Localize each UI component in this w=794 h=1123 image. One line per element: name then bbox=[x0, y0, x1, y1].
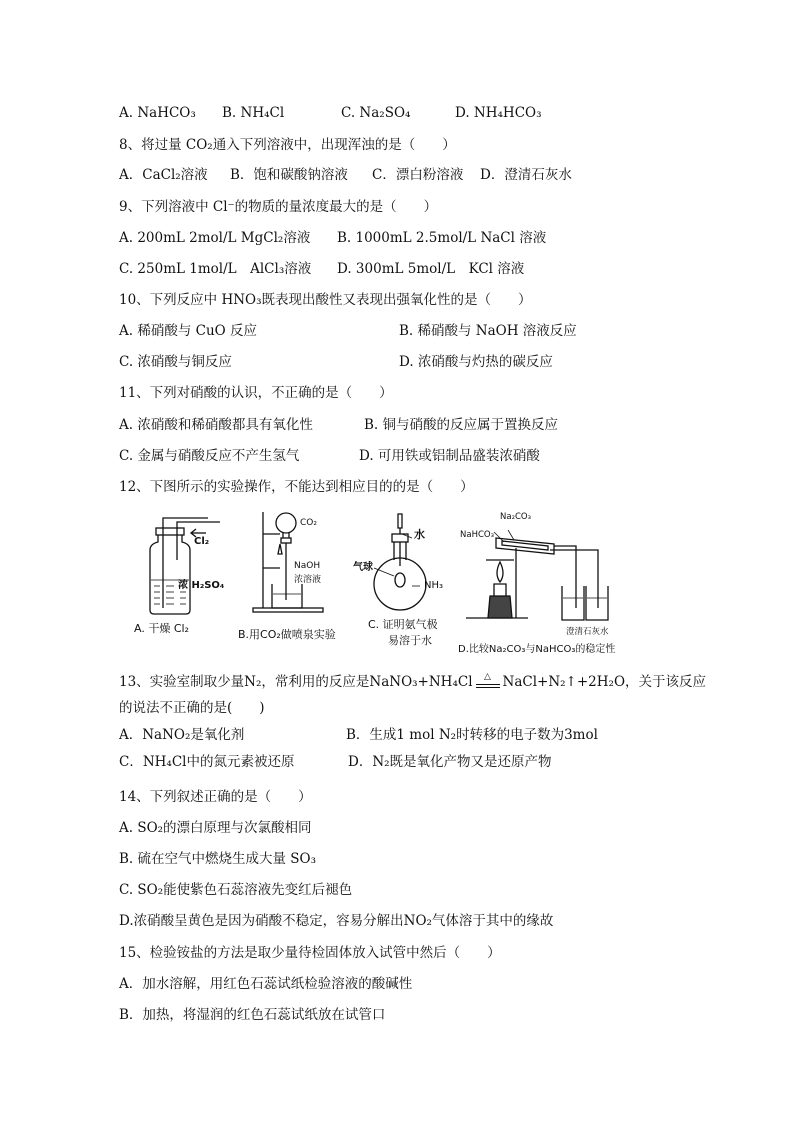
q15-option-b: B．加热，将湿润的红色石蕊试纸放在试管口 bbox=[119, 1007, 386, 1023]
figure-a-gas-label: Cl₂ bbox=[194, 536, 210, 547]
q13-option-b: B．生成1 mol N₂时转移的电子数为3mol bbox=[346, 727, 598, 743]
q9-option-b: B. 1000mL 2.5mol/L NaCl 溶液 bbox=[337, 230, 547, 246]
q10-stem: 10、下列反应中 HNO₃既表现出酸性又表现出强氧化性的是（ ） bbox=[119, 292, 532, 308]
figure-d-label-limewater: 澄清石灰水 bbox=[566, 627, 609, 637]
q13-option-a: A．NaNO₂是氧化剂 bbox=[119, 727, 245, 743]
figure-c-caption-line-1: C. 证明氨气极 bbox=[368, 618, 438, 631]
q10-option-d: D. 浓硝酸与灼热的碳反应 bbox=[399, 354, 553, 370]
figure-d-label-nahco3: NaHCO₃ bbox=[460, 530, 494, 540]
q11-option-a: A. 浓硝酸和稀硝酸都具有氧化性 bbox=[119, 417, 313, 433]
q13-option-d: D．N₂既是氧化产物又是还原产物 bbox=[348, 754, 552, 770]
q14-option-a: A. SO₂的漂白原理与次氯酸相同 bbox=[119, 820, 312, 836]
q13-triangle-symbol: △ bbox=[484, 672, 491, 682]
q9-stem: 9、下列溶液中 Cl⁻的物质的量浓度最大的是（ ） bbox=[119, 199, 438, 215]
q13-stem-part-2: NaCl+N₂↑+2H₂O，关于该反应 bbox=[502, 674, 707, 690]
q7-option-c: C. Na₂SO₄ bbox=[341, 105, 411, 121]
q8-stem: 8、将过量 CO₂通入下列溶液中，出现浑浊的是（ ） bbox=[119, 137, 456, 153]
figure-c-gas-label: NH₃ bbox=[424, 580, 444, 591]
q9-option-a: A. 200mL 2mol/L MgCl₂溶液 bbox=[119, 230, 311, 246]
q12-stem: 12、下图所示的实验操作，不能达到相应目的的是（ ） bbox=[119, 479, 474, 495]
q7-option-a: A. NaHCO₃ bbox=[119, 105, 196, 121]
q8-option-c: C．漂白粉溶液 bbox=[372, 167, 464, 183]
q11-option-b: B. 铜与硝酸的反应属于置换反应 bbox=[364, 417, 559, 433]
q15-stem: 15、检验铵盐的方法是取少量待检固体放入试管中然后（ ） bbox=[119, 945, 501, 961]
figure-b-flask-label: CO₂ bbox=[300, 518, 317, 528]
q14-option-b: B. 硫在空气中燃烧生成大量 SO₃ bbox=[119, 851, 317, 867]
figure-a-drying-bottle bbox=[130, 510, 240, 645]
q8-option-d: D．澄清石灰水 bbox=[480, 167, 572, 183]
figure-c-balloon-label: 气球 bbox=[353, 562, 373, 573]
figure-c-water-label: 水 bbox=[414, 528, 425, 541]
figure-d-label-na2co3: Na₂CO₃ bbox=[500, 512, 532, 522]
q9-option-d: D. 300mL 5mol/L KCl 溶液 bbox=[337, 261, 525, 277]
figure-b-solution-label-2: 浓溶液 bbox=[294, 575, 322, 585]
q7-option-d: D. NH₄HCO₃ bbox=[455, 105, 542, 121]
figure-a-caption: A. 干燥 Cl₂ bbox=[134, 622, 189, 635]
q10-option-c: C. 浓硝酸与铜反应 bbox=[119, 354, 232, 370]
q14-option-c: C. SO₂能使紫色石蕊溶液先变红后褪色 bbox=[119, 882, 353, 898]
q11-stem: 11、下列对硝酸的认识，不正确的是（ ） bbox=[119, 385, 393, 401]
q13-option-c: C．NH₄Cl中的氮元素被还原 bbox=[119, 754, 295, 770]
q13-stem-part-1: 13、实验室制取少量N₂，常利用的反应是NaNO₃+NH₄Cl bbox=[119, 674, 473, 690]
q9-option-c: C. 250mL 1mol/L AlCl₃溶液 bbox=[119, 261, 312, 277]
figure-b-fountain bbox=[236, 508, 348, 646]
q10-option-a: A. 稀硝酸与 CuO 反应 bbox=[119, 323, 258, 339]
figure-c-ammonia bbox=[352, 510, 458, 650]
q11-option-d: D. 可用铁或铝制品盛装浓硝酸 bbox=[359, 448, 540, 464]
figure-c-caption-line-2: 易溶于水 bbox=[388, 634, 432, 647]
q15-option-a: A．加水溶解，用红色石蕊试纸检验溶液的酸碱性 bbox=[119, 976, 413, 992]
q13-stem-line-1 bbox=[119, 673, 706, 693]
q7-option-b: B. NH₄Cl bbox=[222, 105, 285, 121]
q8-option-a: A．CaCl₂溶液 bbox=[119, 167, 208, 183]
figure-d-caption: D.比较Na₂CO₃与NaHCO₃的稳定性 bbox=[458, 644, 616, 655]
figure-a-liquid-label: 浓 H₂SO₄ bbox=[178, 580, 225, 591]
q13-heat-condition bbox=[473, 673, 503, 693]
q13-stem-line-2: 的说法不正确的是( ) bbox=[119, 700, 265, 716]
q11-option-c: C. 金属与硝酸反应不产生氢气 bbox=[119, 448, 300, 464]
figure-b-solution-label-1: NaOH bbox=[294, 561, 321, 571]
q14-stem: 14、下列叙述正确的是（ ） bbox=[119, 789, 312, 805]
q14-option-d: D.浓硝酸呈黄色是因为硝酸不稳定，容易分解出NO₂气体溶于其中的缘故 bbox=[119, 913, 554, 929]
figure-d-stability bbox=[458, 508, 616, 658]
figure-b-caption: B.用CO₂做喷泉实验 bbox=[238, 628, 336, 641]
q13-equal-sign bbox=[476, 684, 500, 688]
q10-option-b: B. 稀硝酸与 NaOH 溶液反应 bbox=[399, 323, 577, 339]
q8-option-b: B．饱和碳酸钠溶液 bbox=[230, 167, 348, 183]
